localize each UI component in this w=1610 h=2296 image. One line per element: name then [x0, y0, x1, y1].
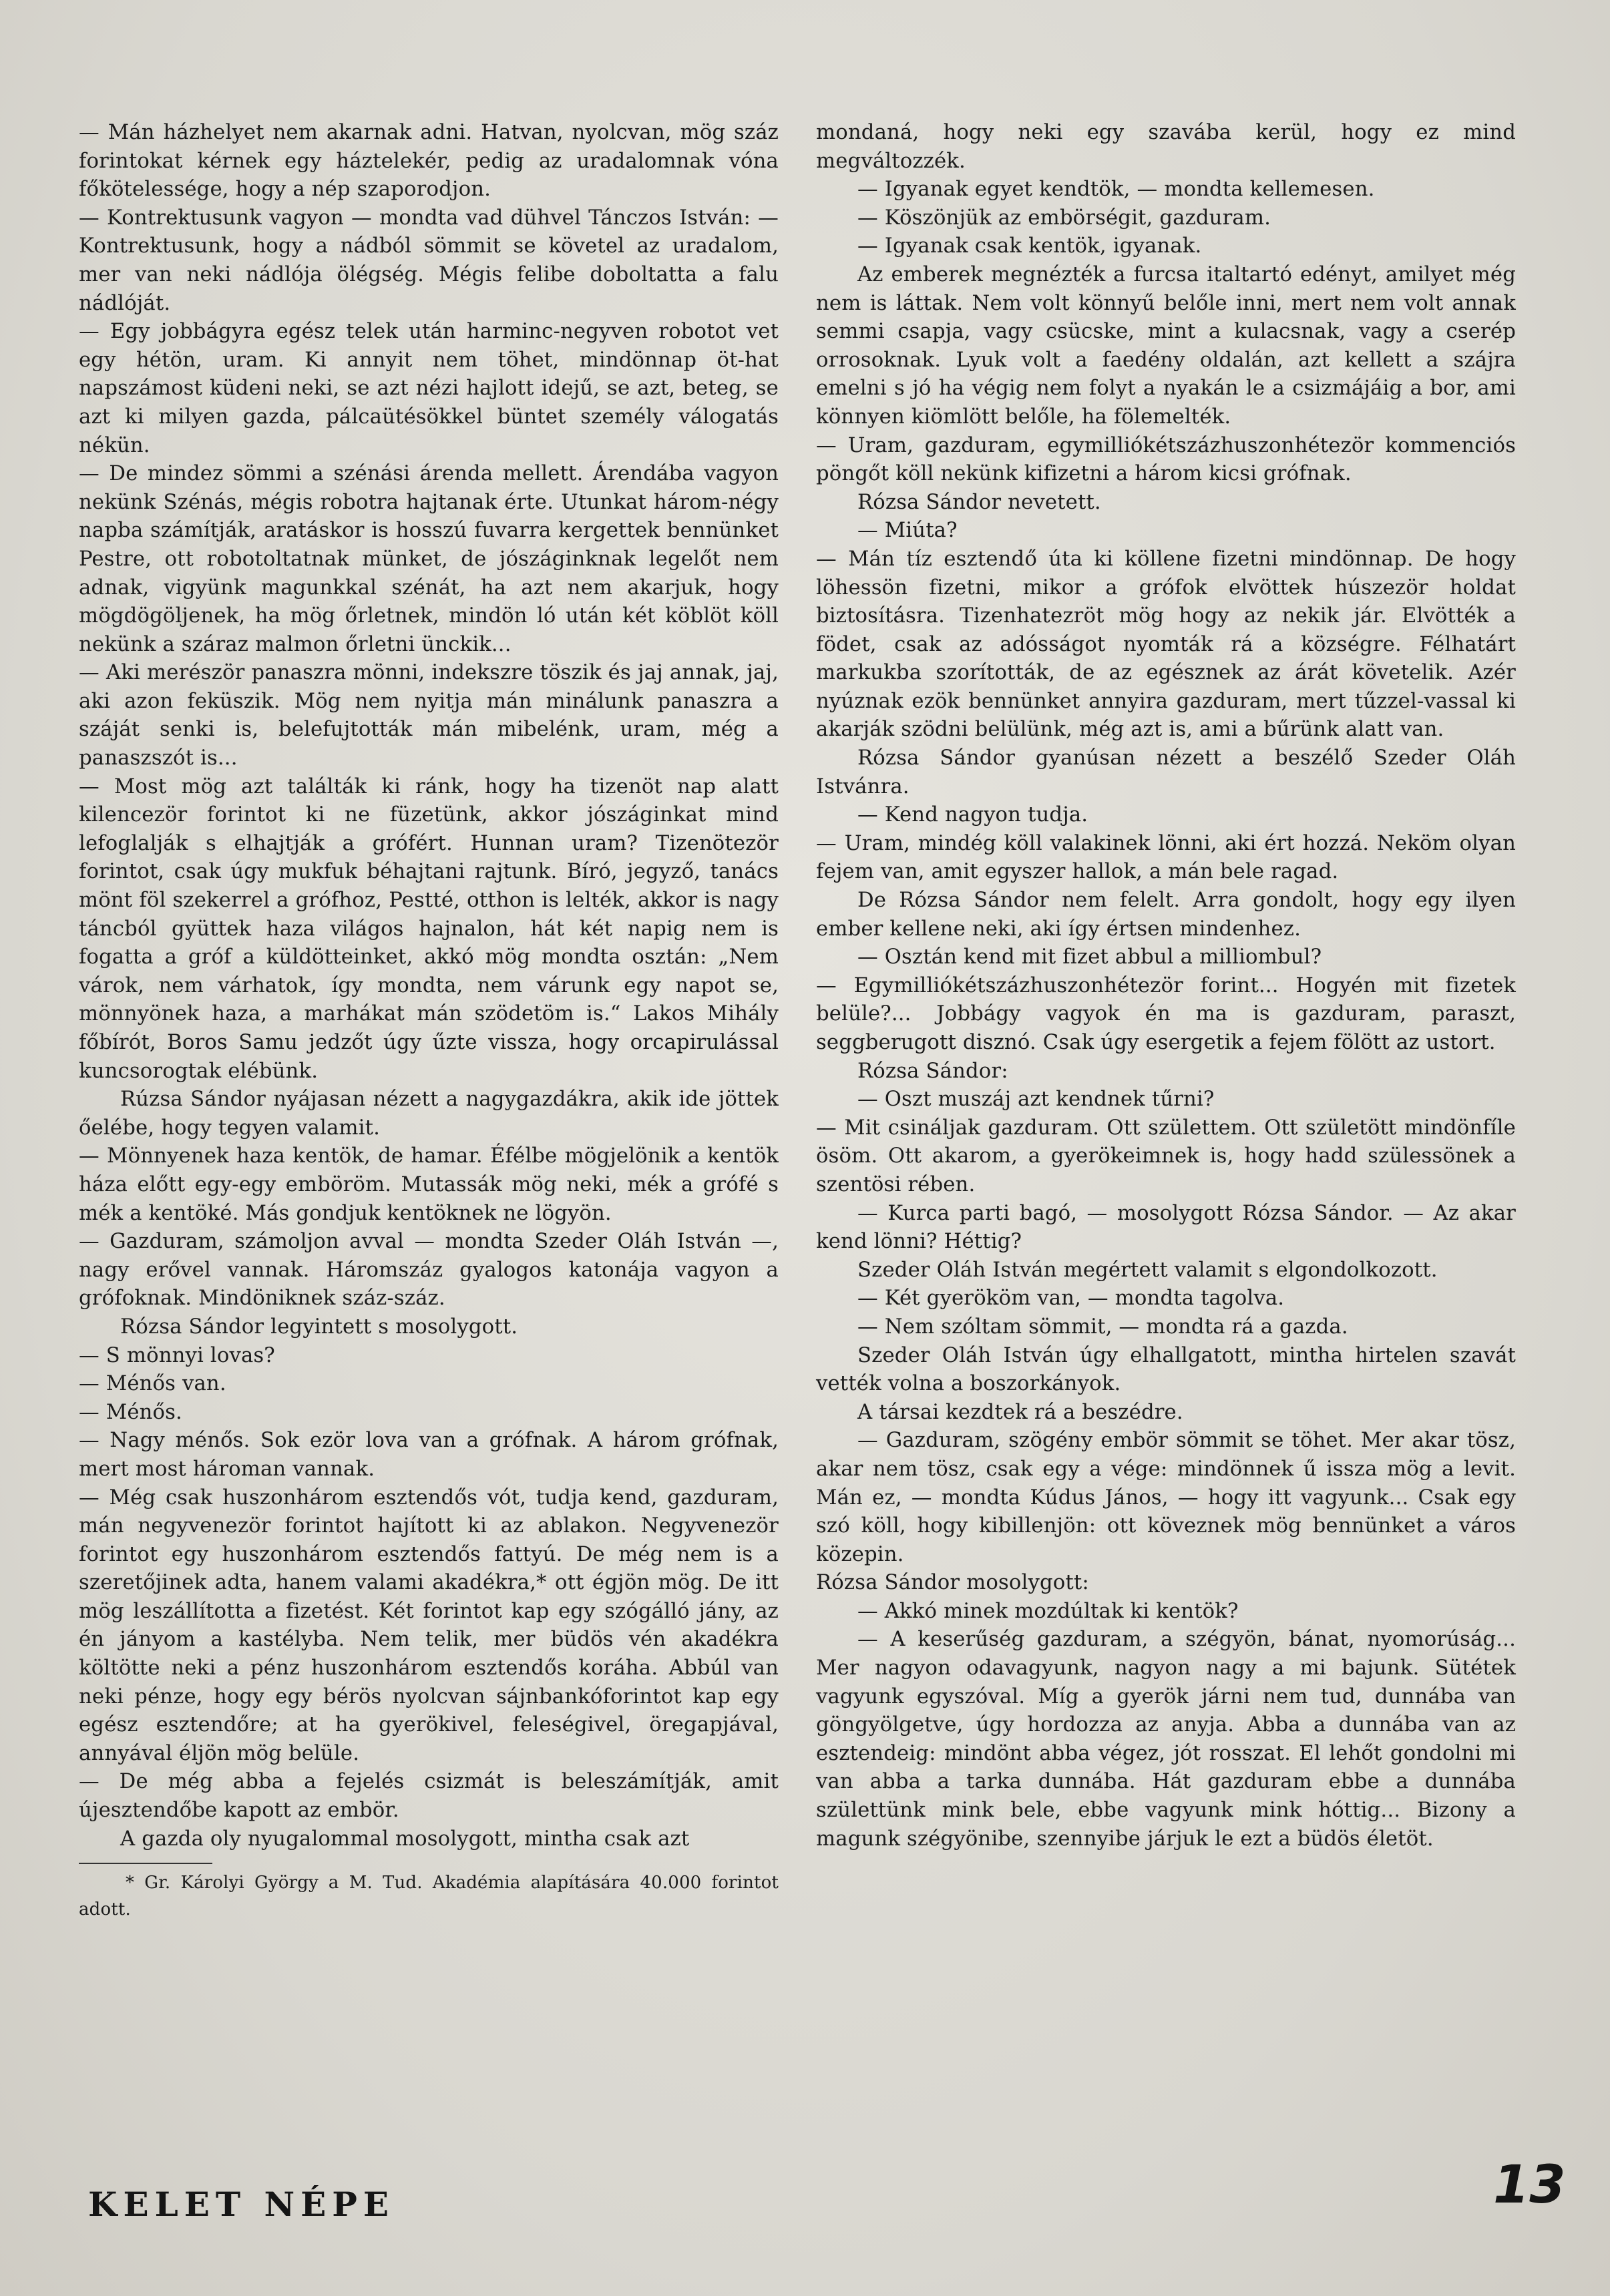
paragraph: — Most mög azt találták ki ránk, hogy ha tizenöt nap alatt kilencezör forintot ki ne füzetünk, akkor jószáginkat mind lefoglalják s elhajtják a grófért. Hunnan uram? Tizenötezör forintot, csak úgy mukfuk béhajtani rajtunk. Bíró, jegyző, tanács mönt föl szekerrel a grófhoz, Pestté, otthon is lelték, akkor is nagy táncból gyüttek haza világos hajnalon, hát két napig nem is fogatta a gróf a küldötteinket, akkó mög mondta osztán: „Nem várok, nem várhatok, így mondta, nem várunk egy napot se, mönnyönek haza, a marhákat mán szödetöm is.“ Lakos Mihály főbírót, Boros Samu jedzőt úgy űzte vissza, hogy orcapirulással kuncsorogtak elébünk. [79, 774, 779, 1083]
paragraph: — Osztán kend mit fizet abbul a milliombul? [857, 945, 1322, 969]
paragraph: Rózsa Sándor: [857, 1059, 1008, 1083]
paragraph: — Egy jobbágyra egész telek után harminc-negyven robotot vet egy hétön, uram. Ki annyit nem töhet, mindönnap öt-hat napszámost küdeni neki, se azt nézi hajlott idejű, se azt, beteg, se azt ki milyen gazda, pálcaütésökkel büntet személy válogatás nékün. [79, 320, 779, 457]
paragraph: Rózsa Sándor nevetett. [857, 490, 1101, 514]
paragraph: — Mán tíz esztendő úta ki köllene fizetni mindönnap. De hogy löhessön fizetni, mikor a grófok elvöttek húszezör holdat biztosításra. Tizenhatezröt mög hogy az nekik jár. Elvötték a födet, csak az adósságot nyomták rá a községre. Félhatárt markukba szorították, de az egésznek az árát követelik. Azér nyúznak ezök bennünket annyira gazduram, mert tűzzel-vassal ki akarják szödni belülünk, még azt is, ami a bűrünk alatt van. [816, 547, 1516, 742]
paragraph: — Köszönjük az embörségit, gazduram. [857, 206, 1271, 230]
paragraph: — Gazduram, szögény embör sömmit se töhet. Mer akar tösz, akar nem tösz, csak egy a vége: mindönnek ű issza mög a levit. Mán ez, — mondta Kúdus János, — hogy itt vagyunk... Csak egy szó köll, hogy kibillenjön: ott köveznek mög bennünket a város közepin. [816, 1429, 1516, 1566]
paragraph: mondaná, hogy neki egy szavába kerül, hogy ez mind megváltozzék. [816, 121, 1516, 173]
magazine-title: KELET NÉPE [88, 2185, 395, 2224]
paragraph: A társai kezdtek rá a beszédre. [857, 1400, 1183, 1424]
paragraph: Rózsa Sándor legyintett s mosolygott. [120, 1315, 518, 1339]
paragraph: Az emberek megnézték a furcsa italtartó edényt, amilyet még nem is láttak. Nem volt könnyű belőle inni, mert nem volt annak semmi csapja, vagy csücske, mint a kulacsnak, vagy a cserép orrosoknak. Lyuk volt a faedény oldalán, azt kellett a szájra emelni s jó ha végig nem folyt a nyakán le a csizmájáig a bor, ami könnyen kiömlött belőle, ha fölemelték. [816, 262, 1516, 429]
paragraph: — A keserűség gazduram, a szégyön, bánat, nyomorúság... Mer nagyon odavagyunk, nagyon nagy a mi bajunk. Sütétek vagyunk egyszóval. Míg a gyerök járni nem tud, dunnába van göngyölgetve, úgy hordozza az anyja. Abba a dunnába van az esztendeig: mindönt abba végez, jót rosszat. El lehőt gondolni mi van abba a tarka dunnába. Hát gazduram ebbe a dunnába születtünk mink bele, ebbe vagyunk mink hóttig... Bizony a magunk szégyönibe, szennyibe járjuk le ezt a büdös életöt. [816, 1628, 1516, 1851]
paragraph: Rózsa Sándor gyanúsan nézett a beszélő Szeder Oláh Istvánra. [816, 746, 1516, 798]
paragraph: Rózsa Sándor mosolygott: [816, 1571, 1089, 1595]
paragraph: — Ménős van. [79, 1372, 226, 1396]
paragraph: A gazda oly nyugalommal mosolygott, mintha csak azt [120, 1827, 690, 1851]
paragraph: — Kend nagyon tudja. [857, 803, 1088, 827]
paragraph: — Mönnyenek haza kentök, de hamar. Éfélbe mögjelönik a kentök háza előtt egy-egy emböröm. Mutassák mög neki, mék a grófé s mék a kentöké. Más gondjuk kentöknek ne lögyön. [79, 1144, 779, 1225]
paragraph: De Rózsa Sándor nem felelt. Arra gondolt, hogy egy ilyen ember kellene neki, aki így értsen mindenhez. [816, 889, 1516, 941]
paragraph: — Mit csináljak gazduram. Ott születtem. Ott születött mindönfíle ösöm. Ott akarom, a gyerökeimnek is, hogy hadd szülessönek a szentösi rében. [816, 1116, 1516, 1196]
footnote: * Gr. Károlyi György a M. Tud. Akadémia alapítására 40.000 forintot adott. [79, 1873, 779, 1920]
paragraph: — S mönnyi lovas? [79, 1343, 275, 1367]
paragraph: — Egymilliókétszázhuszonhétezör forint... Hogyén mit fizetek belüle?... Jobbágy vagyok én ma is gazduram, paraszt, seggberugott disznó. Csak úgy esergetik a fejem fölött az ustort. [816, 973, 1516, 1054]
paragraph: — Nem szóltam sömmit, — mondta rá a gazda. [857, 1315, 1348, 1339]
paragraph: — Igyanak csak kentök, igyanak. [857, 234, 1202, 258]
footnote-rule [79, 1863, 212, 1864]
left-column [79, 119, 779, 1923]
paragraph: — De mindez sömmi a szénási árenda mellett. Árendába vagyon nekünk Szénás, mégis robotra hajtanak érte. Utunkat három-négy napba számítják, aratáskor is hosszú fuvarra kergettek bennünket Pestre, ott robotoltatnak münket, de jószáginknak legelőt nem adnak, vigyünk magunkkal szénát, ha azt nem akarjuk, hogy mögdögöljenek, ha mög őrletnek, mindön ló után két köblöt köll nekünk a száraz malmon őrletni ünckik... [79, 462, 779, 656]
paragraph: Szeder Oláh István megértett valamit s elgondolkozott. [857, 1258, 1438, 1282]
paragraph: — Oszt muszáj azt kendnek tűrni? [857, 1088, 1215, 1112]
paragraph: — Gazduram, számoljon avval — mondta Szeder Oláh István —, nagy erővel vannak. Háromszáz gyalogos katonája vagyon a grófoknak. Mindöniknek száz-száz. [79, 1230, 779, 1311]
paragraph: — Mán házhelyet nem akarnak adni. Hatvan, nyolcvan, mög száz forintokat kérnek egy háztelekér, pedig az uradalomnak vóna főkötelessége, hogy a nép szaporodjon. [79, 121, 779, 202]
paragraph: — Még csak huszonhárom esztendős vót, tudja kend, gazduram, mán negyvenezör forintot hajított ki az ablakon. Negyvenezör forintot egy huszonhárom esztendős fattyú. De még nem is a szeretőjinek adta, hanem valami akadékra,* ott égjön mög. De itt mög leszállította a fizetést. Két forintot kap egy szógálló jány, az én jányom a kastélyba. Nem telik, mer büdös vén akadékra költötte neki a pénz huszonhárom esztendős koráha. Abbúl van neki pénze, hogy egy bérös nyolcvan sájnbankóforintot kap egy egész esztendőre; at ha gyerökivel, feleségivel, öregapjával, annyával éljön mög belüle. [79, 1485, 779, 1765]
paragraph: — De még abba a fejelés csizmát is beleszámítják, amit újesztendőbe kapott az embör. [79, 1770, 779, 1823]
paragraph: — Kontrektusunk vagyon — mondta vad dühvel Tánczos István: — Kontrektusunk, hogy a nádból sömmit se követel az uradalom, mer van neki nádlója ölégség. Mégis felibe doboltatta a falu nádlóját. [79, 206, 779, 315]
right-column [816, 119, 1516, 1853]
paragraph: — Aki meréször panaszra mönni, indekszre töszik és jaj annak, jaj, aki azon feküszik. Mög nem nyitja mán minálunk panaszra a száját senki is, belefujtották mán mibelénk, uram, még a panaszszót is... [79, 661, 779, 770]
paragraph: — Uram, gazduram, egymilliókétszázhuszonhétezör kommenciós pöngőt köll nekünk kifizetni a három kicsi grófnak. [816, 433, 1516, 486]
paragraph: — Ménős. [79, 1400, 182, 1424]
paragraph: — Miúta? [857, 519, 958, 543]
paragraph: — Uram, mindég köll valakinek lönni, aki ért hozzá. Neköm olyan fejem van, amit egyszer hallok, a mán bele ragad. [816, 831, 1516, 884]
paragraph: — Kurca parti bagó, — mosolygott Rózsa Sándor. — Az akar kend lönni? Héttig? [816, 1201, 1516, 1254]
paragraph: — Nagy ménős. Sok ezör lova van a grófnak. A három grófnak, mert most hároman vannak. [79, 1429, 779, 1481]
paragraph: — Két gyerököm van, — mondta tagolva. [857, 1287, 1285, 1311]
paragraph: Szeder Oláh István úgy elhallgatott, mintha hirtelen szavát vették volna a boszorkányok. [816, 1343, 1516, 1396]
page-number: 13 [1493, 2155, 1566, 2215]
paragraph: — Igyanak egyet kendtök, — mondta kellemesen. [857, 178, 1375, 202]
paragraph: — Akkó minek mozdúltak ki kentök? [857, 1599, 1239, 1623]
paragraph: Rúzsa Sándor nyájasan nézett a nagygazdákra, akik ide jöttek őelébe, hogy tegyen valamit. [79, 1088, 779, 1140]
